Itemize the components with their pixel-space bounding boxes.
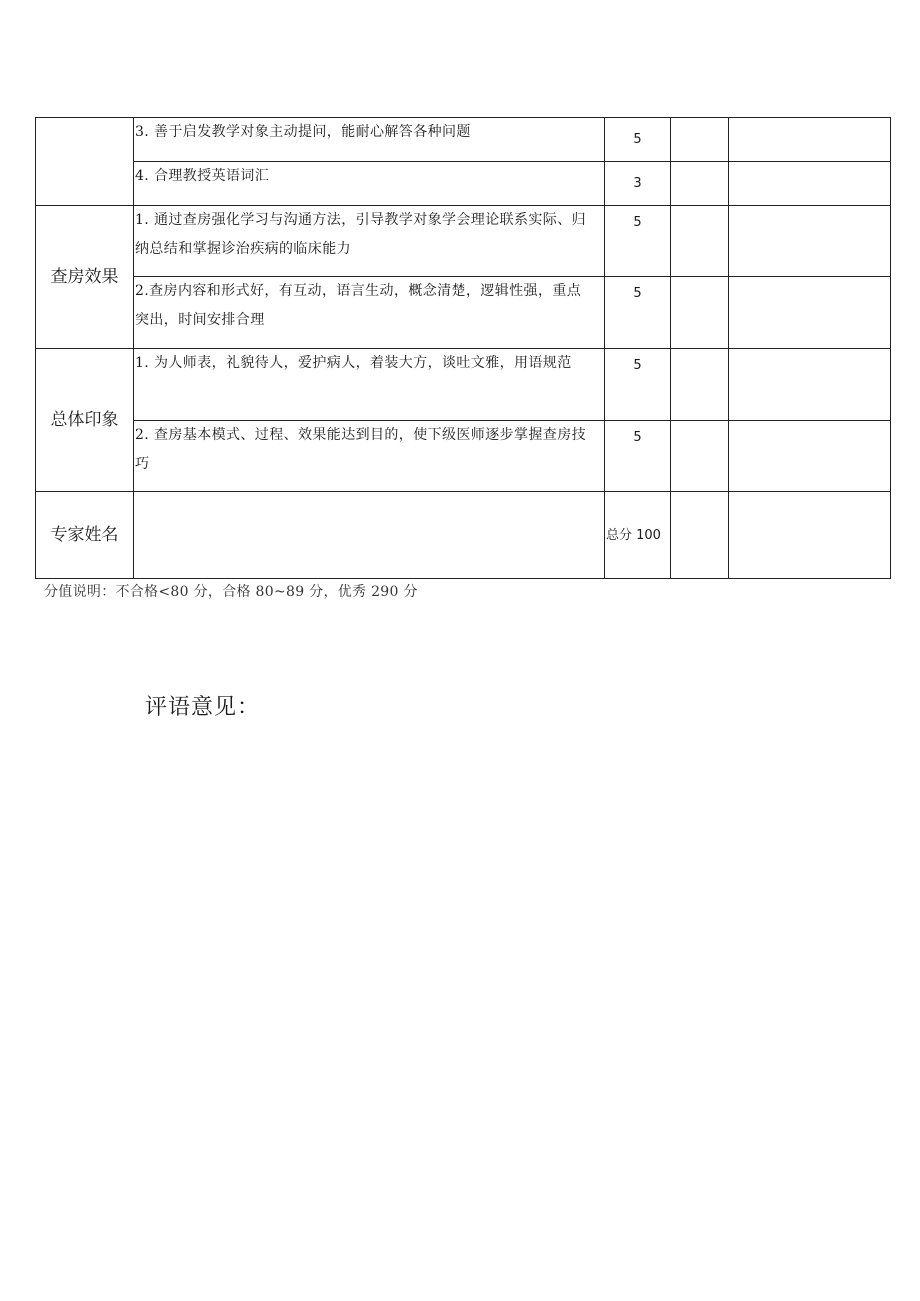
criterion-text: 1. 通过查房强化学习与沟通方法，引导教学对象学会理论联系实际、归纳总结和掌握诊治疾病的临床能力 [134, 206, 605, 277]
rating-cell [671, 206, 729, 277]
table-row [36, 118, 891, 162]
rating-cell [671, 349, 729, 421]
table-row [36, 421, 891, 492]
score-cell: 5 [605, 277, 671, 349]
remarks-cell [729, 277, 891, 349]
rating-cell [671, 118, 729, 162]
category-cell: 总体印象 [36, 349, 134, 492]
score-cell: 5 [605, 206, 671, 277]
category-cell [36, 118, 134, 206]
score-cell: 5 [605, 349, 671, 421]
remarks-cell [729, 349, 891, 421]
table-row [36, 206, 891, 277]
comment-label: 评语意见： [145, 695, 261, 720]
total-score: 总分 100 [605, 492, 671, 579]
rating-cell [671, 421, 729, 492]
evaluation-table [35, 117, 891, 579]
criterion-text: 4. 合理教授英语词汇 [134, 162, 605, 206]
remarks-cell [729, 162, 891, 206]
score-cell: 5 [605, 421, 671, 492]
criterion-text: 3. 善于启发教学对象主动提问，能耐心解答各种问题 [134, 118, 605, 162]
table-row [36, 349, 891, 421]
table-row [36, 492, 891, 579]
table-row [36, 162, 891, 206]
remarks-cell [729, 118, 891, 162]
remarks-cell [729, 206, 891, 277]
rating-cell [671, 492, 729, 579]
score-explanation: 分值说明：不合格<80 分，合格 80~89 分，优秀 290 分 [44, 584, 418, 600]
remarks-cell [729, 492, 891, 579]
score-cell: 5 [605, 118, 671, 162]
rating-cell [671, 277, 729, 349]
criterion-text: 1. 为人师表，礼貌待人，爱护病人，着装大方，谈吐文雅，用语规范 [134, 349, 605, 421]
criterion-text: 2.查房内容和形式好，有互动，语言生动，概念清楚，逻辑性强，重点突出，时间安排合理 [134, 277, 605, 349]
expert-name-label: 专家姓名 [36, 492, 134, 579]
rating-cell [671, 162, 729, 206]
category-cell: 查房效果 [36, 206, 134, 349]
expert-name-field[interactable] [134, 492, 605, 579]
criterion-text: 2. 查房基本模式、过程、效果能达到目的，使下级医师逐步掌握查房技巧 [134, 421, 605, 492]
score-cell: 3 [605, 162, 671, 206]
table-row [36, 277, 891, 349]
remarks-cell [729, 421, 891, 492]
